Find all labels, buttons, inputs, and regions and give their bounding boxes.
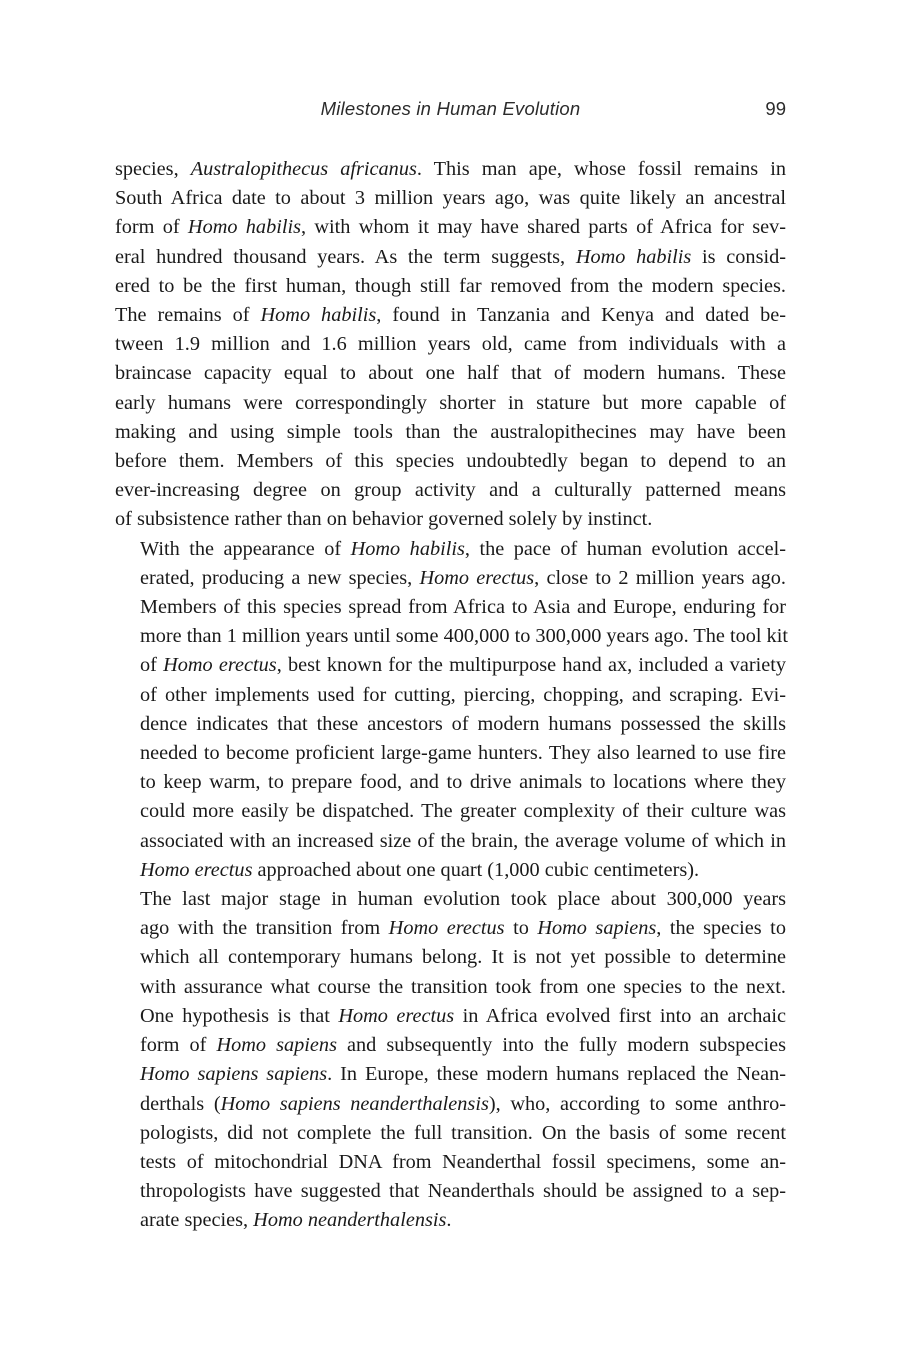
text-segment: approached about one quart (1,000 cubic centimeters).: [252, 858, 700, 881]
text-segment: .: [446, 1209, 452, 1232]
italic-term: Homo habilis: [350, 537, 465, 560]
italic-term: Homo erectus: [140, 858, 253, 881]
italic-term: Homo neanderthalensis: [253, 1209, 447, 1232]
text-segment: The last major stage in human evolution took place about 300,000 years: [140, 888, 786, 911]
text-line: [115, 943, 786, 972]
text-segment: . In Europe, these modern humans replaced the Nean-: [327, 1063, 786, 1086]
text-line: [115, 1090, 786, 1119]
text-segment: , the pace of human evolution accel-: [464, 537, 786, 560]
italic-term: Homo erectus: [163, 654, 277, 677]
text-segment: The remains of: [115, 304, 261, 327]
text-segment: of other implements used for cutting, piercing, chopping, and scraping. Evi-: [140, 683, 786, 706]
italic-term: Homo sapiens: [216, 1034, 337, 1057]
text-segment: , close to 2 million years ago.: [534, 566, 786, 589]
text-line: [115, 535, 786, 564]
text-segment: to keep warm, to prepare food, and to drive animals to locations where they: [140, 771, 786, 794]
text-line: [115, 272, 786, 301]
text-line: [115, 914, 786, 943]
text-segment: arate species,: [140, 1209, 254, 1232]
text-line: [115, 155, 786, 184]
text-line: [115, 973, 786, 1002]
text-line: [115, 1060, 786, 1089]
text-line: [115, 243, 786, 272]
text-line: [115, 213, 786, 242]
text-line: [115, 710, 786, 739]
text-line: [115, 447, 786, 476]
text-line: [115, 301, 786, 330]
text-segment: species,: [115, 158, 191, 180]
italic-term: Homo sapiens: [537, 917, 657, 940]
text-segment: derthals (: [140, 1092, 221, 1115]
text-line: [115, 739, 786, 768]
text-segment: ered to be the first human, though still far removed from the modern species.: [115, 274, 786, 297]
text-line: [115, 476, 786, 505]
text-segment: with assurance what course the transition took from one species to the next.: [140, 975, 786, 998]
text-line: [115, 1002, 786, 1031]
text-line: [115, 827, 786, 856]
text-segment: is consid-: [691, 245, 786, 268]
body-text: [115, 155, 786, 1236]
text-segment: associated with an increased size of the brain, the average volume of which in: [140, 829, 786, 852]
text-segment: more than 1 million years until some 400,000 to 300,000 years ago. The tool kit: [140, 625, 788, 648]
text-segment: which all contemporary humans belong. It is not yet possible to determine: [140, 946, 786, 969]
text-segment: erated, producing a new species,: [140, 566, 420, 589]
text-line: [115, 885, 786, 914]
italic-term: Australopithecus africanus: [190, 158, 417, 180]
paragraph-2: [115, 535, 786, 885]
text-line: [115, 1148, 786, 1177]
text-segment: and subsequently into the fully modern subspecies: [336, 1034, 786, 1057]
text-segment: tween 1.9 million and 1.6 million years old, came from individuals with a: [115, 333, 786, 356]
text-segment: to: [504, 917, 538, 940]
text-segment: ever-increasing degree on group activity and a culturally patterned means: [115, 479, 786, 502]
text-segment: With the appearance of: [140, 537, 351, 560]
italic-term: Homo erectus: [338, 1004, 455, 1027]
text-segment: of: [140, 654, 164, 677]
text-line: [115, 651, 786, 680]
text-segment: dence indicates that these ancestors of modern humans possessed the skills: [140, 712, 786, 735]
text-segment: could more easily be dispatched. The greater complexity of their culture was: [140, 800, 786, 823]
italic-term: Homo habilis: [260, 304, 377, 327]
text-line: [115, 856, 786, 885]
text-segment: , with whom it may have shared parts of Africa for sev-: [301, 216, 786, 239]
text-segment: form of: [140, 1034, 217, 1057]
text-line: [115, 418, 786, 447]
text-segment: , found in Tanzania and Kenya and dated be-: [376, 304, 786, 327]
text-segment: before them. Members of this species undoubtedly began to depend to an: [115, 450, 786, 473]
italic-term: Homo habilis: [187, 216, 302, 239]
text-line: [115, 797, 786, 826]
text-segment: , the species to: [656, 917, 786, 940]
italic-term: Homo habilis: [575, 245, 692, 268]
italic-term: Homo erectus: [419, 566, 535, 589]
text-segment: in Africa evolved first into an archaic: [454, 1004, 786, 1027]
italic-term: Homo sapiens neanderthalensis: [220, 1092, 489, 1115]
text-segment: ago with the transition from: [140, 917, 389, 940]
italic-term: Homo erectus: [388, 917, 505, 940]
text-line: [115, 359, 786, 388]
text-segment: braincase capacity equal to about one half that of modern humans. These: [115, 362, 786, 385]
text-segment: . This man ape, whose fossil remains in: [416, 158, 786, 180]
running-head: Milestones in Human Evolution: [320, 98, 581, 119]
text-segment: making and using simple tools than the australopithecines may have been: [115, 420, 786, 443]
text-segment: needed to become proficient large-game hunters. They also learned to use fire: [140, 742, 786, 765]
text-segment: ), who, according to some anthro-: [488, 1092, 786, 1115]
text-segment: thropologists have suggested that Neanderthals should be assigned to a sep-: [140, 1180, 786, 1203]
text-line: [115, 1177, 786, 1206]
text-segment: tests of mitochondrial DNA from Neanderthal fossil specimens, some an-: [140, 1150, 786, 1173]
text-line: [115, 768, 786, 797]
text-line: [115, 564, 786, 593]
text-line: [115, 330, 786, 359]
text-segment: eral hundred thousand years. As the term suggests,: [115, 245, 576, 268]
text-line: [115, 622, 786, 651]
text-segment: South Africa date to about 3 million years ago, was quite likely an ancestral: [115, 187, 786, 210]
text-segment: , best known for the multipurpose hand ax, included a variety: [276, 654, 786, 677]
paragraph-3: [115, 885, 786, 1235]
paragraph-1: [115, 155, 786, 535]
text-segment: pologists, did not complete the full transition. On the basis of some recent: [140, 1121, 786, 1144]
text-line: [115, 1206, 786, 1235]
text-line: [115, 593, 786, 622]
text-segment: One hypothesis is that: [140, 1004, 339, 1027]
text-line: [115, 1119, 786, 1148]
text-line: [115, 184, 786, 213]
text-segment: early humans were correspondingly shorter in stature but more capable of: [115, 391, 786, 414]
text-segment: Members of this species spread from Africa to Asia and Europe, enduring for: [140, 596, 786, 619]
italic-term: Homo sapiens sapiens: [140, 1063, 328, 1086]
text-line: [115, 681, 786, 710]
text-line: [115, 505, 786, 534]
text-line: [115, 1031, 786, 1060]
text-line: [115, 389, 786, 418]
text-segment: of subsistence rather than on behavior governed solely by instinct.: [115, 508, 653, 531]
page-number: 99: [765, 98, 786, 119]
text-segment: form of: [115, 216, 188, 239]
page-header: [115, 98, 786, 124]
